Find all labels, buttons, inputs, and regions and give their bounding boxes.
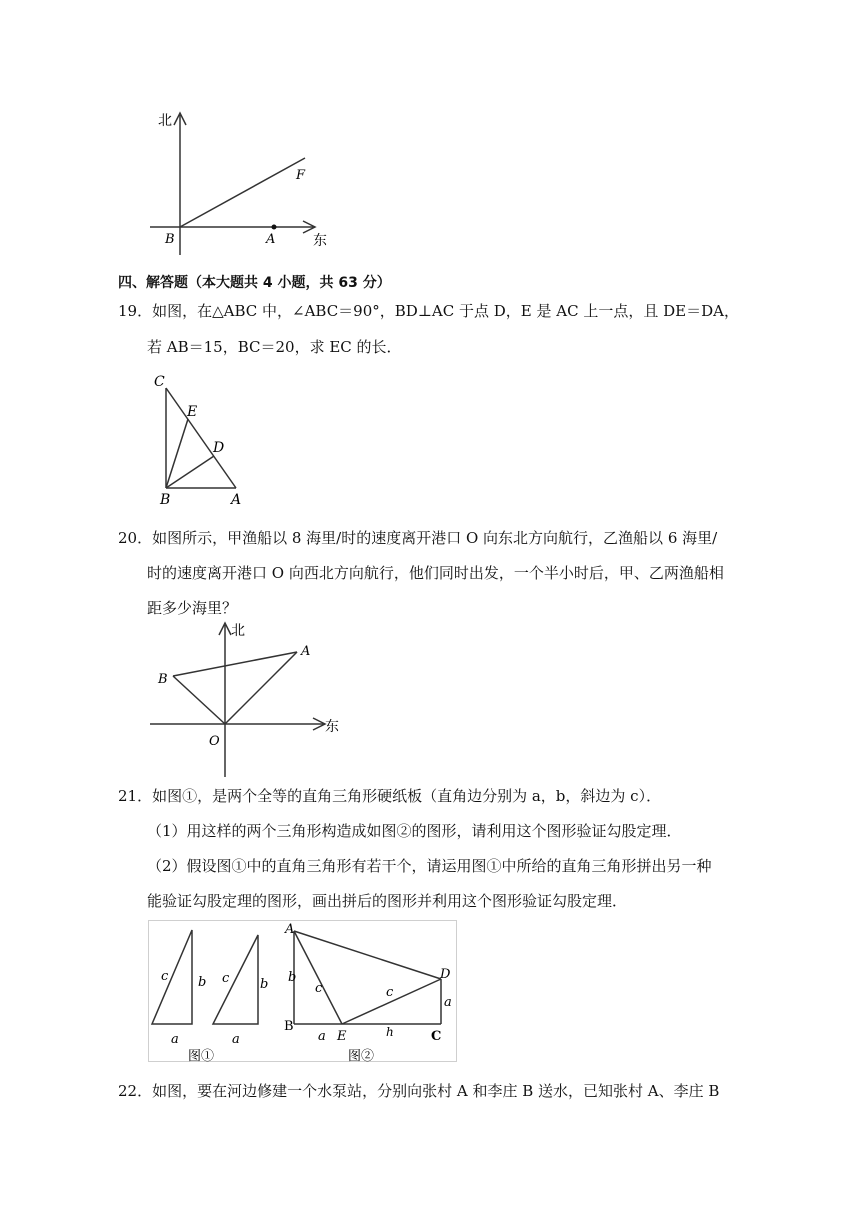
fig2-caption: 图②: [348, 1049, 375, 1062]
label-B: B: [160, 492, 171, 507]
q19-line2: 若 AB＝15，BC＝20，求 EC 的长．: [147, 338, 402, 356]
label-E: E: [187, 404, 198, 420]
q22-line1: 22．如图，要在河边修建一个水泵站，分别向张村 A 和李庄 B 送水，已知张村 A、李庄 B: [118, 1082, 720, 1100]
fig1-caption: 图①: [188, 1049, 215, 1062]
label-O: O: [209, 734, 220, 749]
q20-line3: 距多少海里？: [147, 599, 238, 617]
fig2-label-b: b: [288, 970, 297, 985]
section-heading: 四、解答题（本大题共 4 小题，共 63 分）: [118, 275, 391, 291]
point-A: [272, 225, 277, 230]
side-CA: [166, 388, 236, 488]
label-A: A: [266, 232, 276, 247]
tri1-label-c: c: [161, 969, 169, 984]
q21-line1: 21．如图①，是两个全等的直角三角形硬纸板（直角边分别为 a，b，斜边为 c）．: [118, 787, 662, 805]
label-north: 北: [231, 623, 245, 639]
tri1-label-b: b: [198, 975, 207, 990]
q19-line1: 19．如图，在△ABC 中，∠ABC＝90°，BD⊥AC 于点 D，E 是 AC 上一点，且 DE＝DA，: [118, 302, 739, 320]
fig2-label-A: A: [285, 922, 295, 937]
q21-line4: 能验证勾股定理的图形，画出拼后的图形并利用这个图形验证勾股定理．: [147, 892, 628, 910]
label-B: B: [158, 672, 168, 687]
tri2-label-c: c: [222, 971, 230, 986]
side-AD: [294, 931, 441, 979]
fig2-label-D: D: [440, 967, 451, 982]
label-C: C: [154, 374, 165, 390]
segment-OA: [225, 652, 297, 724]
label-east: 东: [325, 719, 339, 735]
segment-BE: [166, 419, 188, 488]
fig2-label-B: B: [284, 1019, 294, 1034]
q19-figure: [150, 372, 260, 507]
q20-line2: 时的速度离开港口 O 向西北方向航行，他们同时出发，一个半小时后，甲、乙两渔船相: [147, 564, 724, 582]
tri2-label-b: b: [260, 977, 269, 992]
fig2-label-C: C: [431, 1029, 442, 1044]
label-A: A: [231, 492, 242, 507]
q20-line1: 20．如图所示，甲渔船以 8 海里/时的速度离开港口 O 向东北方向航行，乙渔船以 6 海里/: [118, 529, 718, 547]
triangle-2: [213, 935, 258, 1024]
tri1-label-a: a: [171, 1032, 179, 1047]
segment-BD: [166, 456, 214, 488]
q20-figure: [145, 617, 350, 782]
label-F: F: [296, 168, 306, 183]
tri2-label-a: a: [232, 1032, 240, 1047]
q18-figure: [150, 105, 340, 260]
fig2-label-a-right: a: [444, 995, 452, 1010]
label-B: B: [165, 232, 175, 247]
label-north: 北: [158, 113, 172, 129]
figure-frame: [149, 921, 457, 1062]
label-A: A: [301, 644, 311, 659]
fig2-label-c-left: c: [315, 981, 323, 996]
label-D: D: [213, 440, 225, 456]
ray-BF: [180, 158, 305, 227]
segment-OB: [173, 676, 225, 724]
fig2-label-h: h: [386, 1025, 394, 1039]
triangle-1: [152, 930, 192, 1024]
fig2-label-a-bottom: a: [318, 1029, 326, 1044]
q21-figure: [148, 920, 458, 1062]
segment-AB: [173, 652, 297, 676]
fig2-label-c-right: c: [386, 985, 394, 1000]
q21-line2: （1）用这样的两个三角形构造成如图②的图形，请利用这个图形验证勾股定理．: [147, 822, 682, 840]
q21-line3: （2）假设图①中的直角三角形有若干个，请运用图①中所给的直角三角形拼出另一种: [147, 857, 712, 875]
label-east: 东: [313, 233, 327, 249]
fig2-label-E: E: [337, 1029, 347, 1044]
